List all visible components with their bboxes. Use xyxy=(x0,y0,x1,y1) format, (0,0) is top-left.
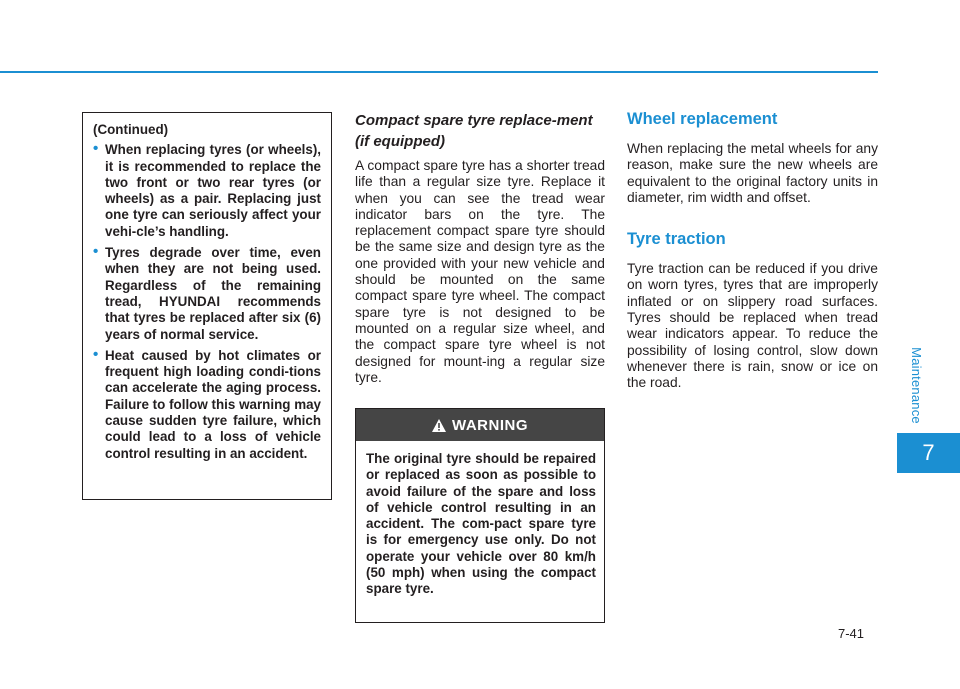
compact-spare-subtitle: (if equipped) xyxy=(355,133,445,150)
top-rule xyxy=(0,71,878,73)
tyre-traction-body: Tyre traction can be reduced if you drive on worn tyres, tyres that are improperly inflated or on slippery road surfaces. Tyres should be replaced when tread wear indicators appear. To reduce the possibility of losing control, slow down whenever there is rain, snow or ice on the road. xyxy=(627,261,878,391)
warning-header xyxy=(356,409,604,441)
caution-bullet: • When replacing tyres (or wheels), it is recommended to replace the two front or two rear tyres (or wheels) as a pair. Replacing just one tyre can seriously affect your vehi-cle’s handling. xyxy=(93,140,321,239)
compact-spare-section xyxy=(355,112,605,386)
compact-spare-title: Compact spare tyre replace-ment xyxy=(355,112,593,129)
warning-box xyxy=(355,408,605,623)
caution-bullet: • Tyres degrade over time, even when they are not being used. Regardless of the remaining tread, HYUNDAI recommends that tyres be replaced after six (6) years of normal service. xyxy=(93,243,321,342)
wheel-replacement-body: When replacing the metal wheels for any reason, make sure the new wheels are equivalent to the original factory units in diameter, rim width and offset. xyxy=(627,141,878,205)
page-number: 7-41 xyxy=(838,626,865,641)
bullet-icon: • xyxy=(93,140,99,158)
continued-label: (Continued) xyxy=(93,122,169,137)
wheel-replacement-title: Wheel replacement xyxy=(627,110,778,128)
warning-body: The original tyre should be repaired or replaced as soon as possible to avoid failure of the spare and loss of vehicle control resulting in an accident. The com-pact spare tyre is for emergency use only. Do not operate your vehicle over 80 km/h (50 mph) when using the compact spare tyre. xyxy=(366,451,596,597)
caution-box xyxy=(82,112,332,500)
warning-triangle-icon xyxy=(432,419,446,432)
warning-label: WARNING xyxy=(452,416,528,434)
tyre-traction-title: Tyre traction xyxy=(627,230,726,249)
right-column xyxy=(627,110,878,392)
compact-spare-body: A compact spare tyre has a shorter tread life than a regular size tyre. Replace it when you can see the tread wear indicator bars on the tyre. The replacement compact spare tyre should be the same size and design tyre as the one provided with your new vehicle and should be mounted on the same compact spare tyre wheel. The compact spare tyre is not designed to be mounted on a regular size wheel, and the compact spare tyre wheel is not designed for mount-ing a regular size tyre. xyxy=(355,158,605,385)
chapter-tab: 7 xyxy=(897,433,960,473)
chapter-side-label: Maintenance xyxy=(908,346,924,424)
caution-list xyxy=(93,142,321,462)
caution-bullet: • Heat caused by hot climates or frequent high loading condi-tions can accelerate the aging process. Failure to follow this warning may cause sudden tyre failure, which could lead to a loss of vehicle control resulting in an accident. xyxy=(93,345,321,461)
bullet-icon: • xyxy=(93,345,99,363)
bullet-icon: • xyxy=(93,243,99,261)
